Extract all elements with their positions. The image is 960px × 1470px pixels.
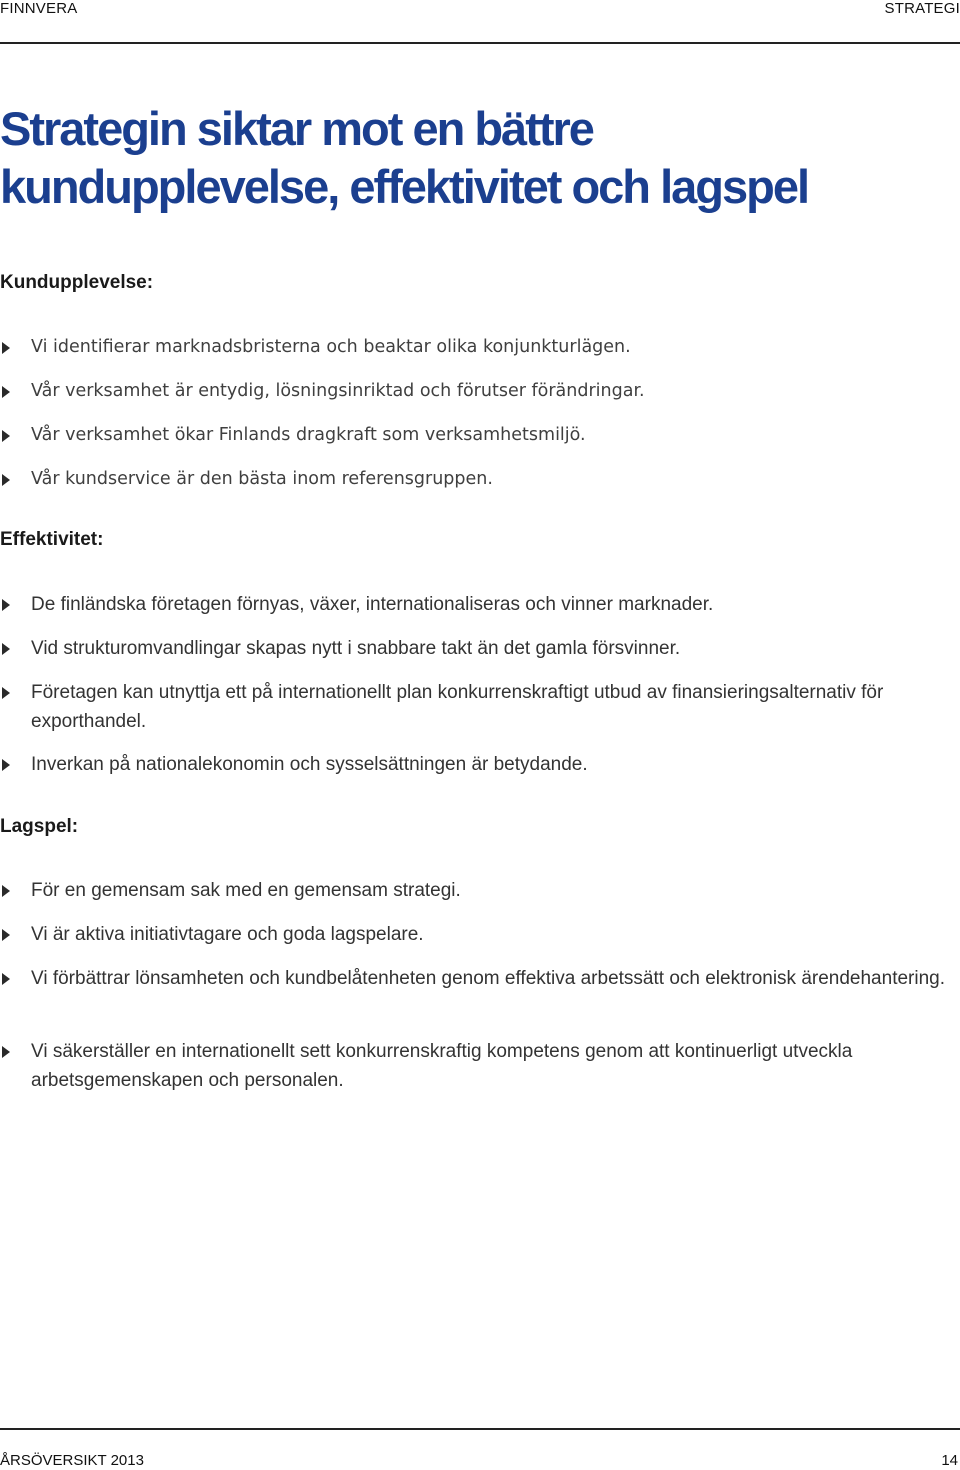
list-item-text: De finländska företagen förnyas, växer, internationaliseras och vinner marknader. <box>31 590 956 619</box>
list-item <box>0 421 960 450</box>
list-item <box>0 920 960 949</box>
list-item <box>0 333 960 362</box>
bullet-arrow-icon <box>2 759 10 771</box>
header-publisher: FINNVERA <box>0 0 77 18</box>
list-item-text: Inverkan på nationalekonomin och sysselsättningen är betydande. <box>31 750 956 779</box>
section-heading-kundupplevelse: Kundupplevelse: <box>0 271 153 295</box>
list-item-text: Vi är aktiva initiativtagare och goda lagspelare. <box>31 920 956 949</box>
list-item-text: Vår verksamhet är entydig, lösningsinriktad och förutser förändringar. <box>31 377 956 406</box>
bullet-arrow-icon <box>2 386 10 398</box>
list-item <box>0 1037 960 1095</box>
bullet-arrow-icon <box>2 474 10 486</box>
list-item <box>0 964 960 993</box>
list-item <box>0 465 960 494</box>
page-title: Strategin siktar mot en bättre kundupplevelse, effektivitet och lagspel <box>0 100 940 216</box>
list-item-text: Vid strukturomvandlingar skapas nytt i snabbare takt än det gamla försvinner. <box>31 634 956 663</box>
list-item-text: Vår verksamhet ökar Finlands dragkraft som verksamhetsmiljö. <box>31 421 956 450</box>
header-section-name: STRATEGI <box>885 0 960 18</box>
section-heading-effektivitet: Effektivitet: <box>0 528 103 552</box>
bullet-arrow-icon <box>2 430 10 442</box>
bullet-arrow-icon <box>2 599 10 611</box>
section-heading-lagspel: Lagspel: <box>0 815 78 839</box>
list-item <box>0 678 960 736</box>
bullet-arrow-icon <box>2 643 10 655</box>
list-item-text: Vi förbättrar lönsamheten och kundbelåtenheten genom effektiva arbetssätt och elektronisk ärendehantering. <box>31 964 956 993</box>
list-item-text: Vår kundservice är den bästa inom referensgruppen. <box>31 465 956 494</box>
list-item <box>0 634 960 663</box>
page-number: 14 <box>941 1452 958 1470</box>
list-item-text: Vi säkerställer en internationellt sett konkurrenskraftig kompetens genom att kontinuerligt utveckla arbetsgemenskapen och personalen. <box>31 1037 956 1095</box>
list-item <box>0 590 960 619</box>
list-item-text: Vi identifierar marknadsbristerna och beaktar olika konjunkturlägen. <box>31 333 956 362</box>
list-item-text: Företagen kan utnyttja ett på internationellt plan konkurrenskraftigt utbud av finansieringsalternativ för exporthandel. <box>31 678 956 736</box>
list-item <box>0 876 960 905</box>
header-divider <box>0 42 960 44</box>
list-item <box>0 377 960 406</box>
bullet-arrow-icon <box>2 342 10 354</box>
bullet-arrow-icon <box>2 885 10 897</box>
list-item <box>0 750 960 779</box>
list-item-text: För en gemensam sak med en gemensam strategi. <box>31 876 956 905</box>
bullet-arrow-icon <box>2 687 10 699</box>
bullet-arrow-icon <box>2 929 10 941</box>
bullet-arrow-icon <box>2 973 10 985</box>
footer-publication: ÅRSÖVERSIKT 2013 <box>0 1452 144 1470</box>
bullet-arrow-icon <box>2 1046 10 1058</box>
footer-divider <box>0 1428 960 1430</box>
